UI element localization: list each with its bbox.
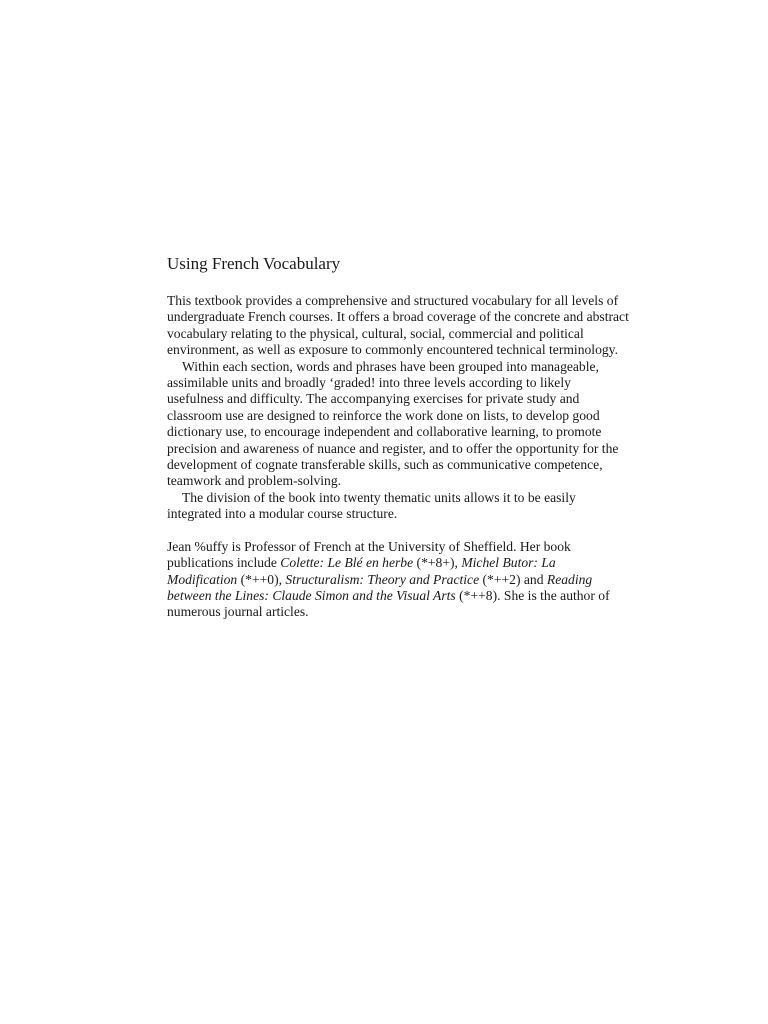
section-spacer (167, 523, 629, 539)
publication-title-4: Reading between the Lines: Claude Simon and the Visual Arts (167, 571, 593, 603)
description-paragraph-3: The division of the book into twenty thematic units allows it to be easily integrated into a modular course structure. (167, 489, 576, 522)
author-bio (167, 539, 629, 621)
description-paragraph-1: This textbook provides a comprehensive and structured vocabulary for all levels of undergraduate French courses. It offers a broad coverage of the concrete and abstract vocabulary relating to the physical, cultural, social, commercial and political environment, as well as exposure to commonly encountered technical terminology. (167, 293, 629, 358)
page-content (167, 253, 629, 621)
author-bio-text-2: (*+8+), (413, 555, 462, 571)
description-paragraph-2: Within each section, words and phrases have been grouped into manageable, assimilable units and broadly ‘graded! into three levels according to likely usefulness and difficulty. The accompanying exercises for private study and classroom use are designed to reinforce the work done on lists, to develop good dictionary use, to encourage independent and collaborative learning, to promote precision and awareness of nuance and register, and to offer the opportunity for the development of cognate transferable skills, such as communicative competence, teamwork and problem-solving. (167, 358, 619, 489)
author-bio-text-4: (*++2) and (479, 571, 547, 587)
publication-title-3: Structuralism: Theory and Practice (285, 571, 480, 587)
publication-title-1: Colette: Le Blé en herbe (280, 555, 414, 571)
publication-title-2: Michel Butor: La Modification (167, 555, 556, 587)
author-bio-text-3: (*++0), (237, 571, 286, 587)
author-bio-text-5: (*++8). She is the author of numerous journal articles. (167, 587, 610, 620)
book-title: Using French Vocabulary (167, 254, 341, 273)
author-bio-text-1: Jean %uffy is Professor of French at the University of Sheffield. Her book publications include (167, 538, 571, 571)
